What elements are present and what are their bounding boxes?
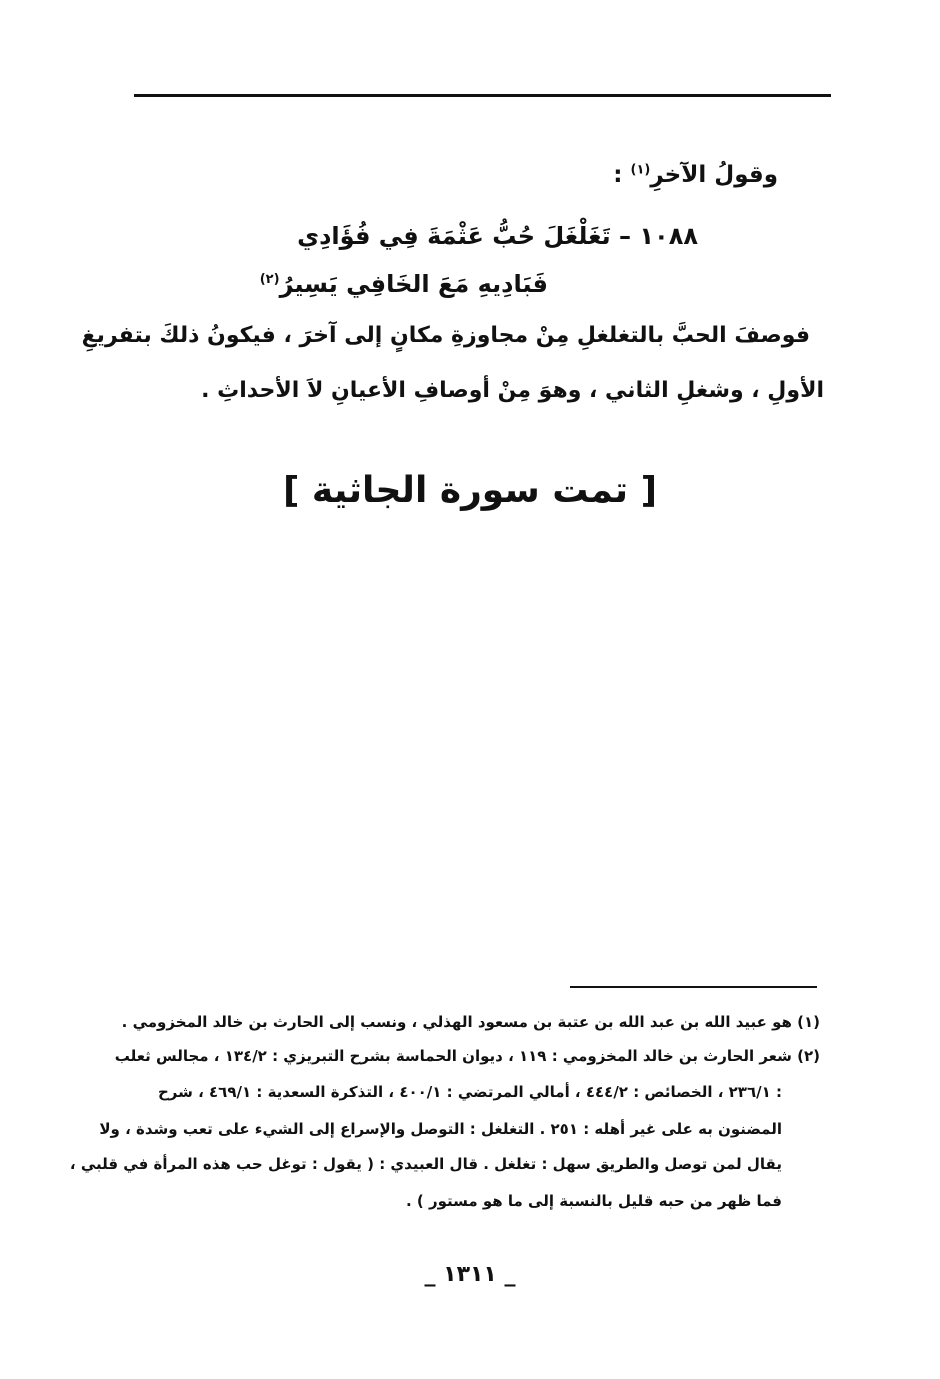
footnote-2-line-3: المضنون به على غير أهله : ٢٥١ . التغلغل : التوصل والإسراع إلى الشيء على تعب وشدة ، ولا (99, 1120, 782, 1138)
intro-text: وقولُ الآخرِ (650, 162, 778, 188)
footnote-1: (١) هو عبيد الله بن عبد الله بن عتبة بن مسعود الهذلي ، ونسب إلى الحارث بن خالد المخزومي . (121, 1013, 820, 1031)
page-number: _ ١٣١١ _ (424, 1262, 516, 1287)
verse-second-hemistich (260, 270, 548, 298)
commentary-line-2: الأولِ ، وشغلِ الثاني ، وهوَ مِنْ أوصافِ الأعيانِ لاَ الأحداثِ . (201, 378, 824, 403)
header-rule (134, 94, 831, 97)
footnote-2-line-4: يقال لمن توصل والطريق سهل : تغلغل . قال العبيدي : ( يقول : توغل حب هذه المرأة في قلبي ، (69, 1155, 782, 1173)
verse-second-text: فَبَادِيهِ مَعَ الخَافِي يَسِيرُ (279, 270, 548, 298)
intro-colon: : (613, 162, 631, 188)
section-end-title: [ تمت سورة الجاثية ] (282, 470, 658, 511)
verse-first-hemistich: ١٠٨٨ – تَغَلْغَلَ حُبُّ عَثْمَةَ فِي فُؤَادِي (297, 222, 698, 250)
footnote-2-line-1: (٢) شعر الحارث بن خالد المخزومي : ١١٩ ، ديوان الحماسة بشرح التبريزي : ١٣٤/٢ ، مجالس ثعلب (114, 1047, 820, 1065)
footnote-2-line-2: : ٢٣٦/١ ، الخصائص : ٤٤٤/٢ ، أمالي المرتضي : ٤٠٠/١ ، التذكرة السعدية : ٤٦٩/١ ، شرح (157, 1083, 782, 1101)
footnote-ref-2[interactable]: (٢) (259, 272, 280, 287)
commentary-line-1: فوصفَ الحبَّ بالتغلغلِ مِنْ مجاوزةِ مكانٍ إلى آخرَ ، فيكونُ ذلكَ بتفريغِ (81, 323, 810, 348)
footnote-ref-1[interactable]: (١) (630, 162, 651, 178)
footnote-2-line-5: فما ظهر من حبه قليل بالنسبة إلى ما هو مستور ) . (405, 1192, 782, 1210)
verse-introduction (613, 162, 778, 188)
footnote-separator (570, 986, 817, 988)
